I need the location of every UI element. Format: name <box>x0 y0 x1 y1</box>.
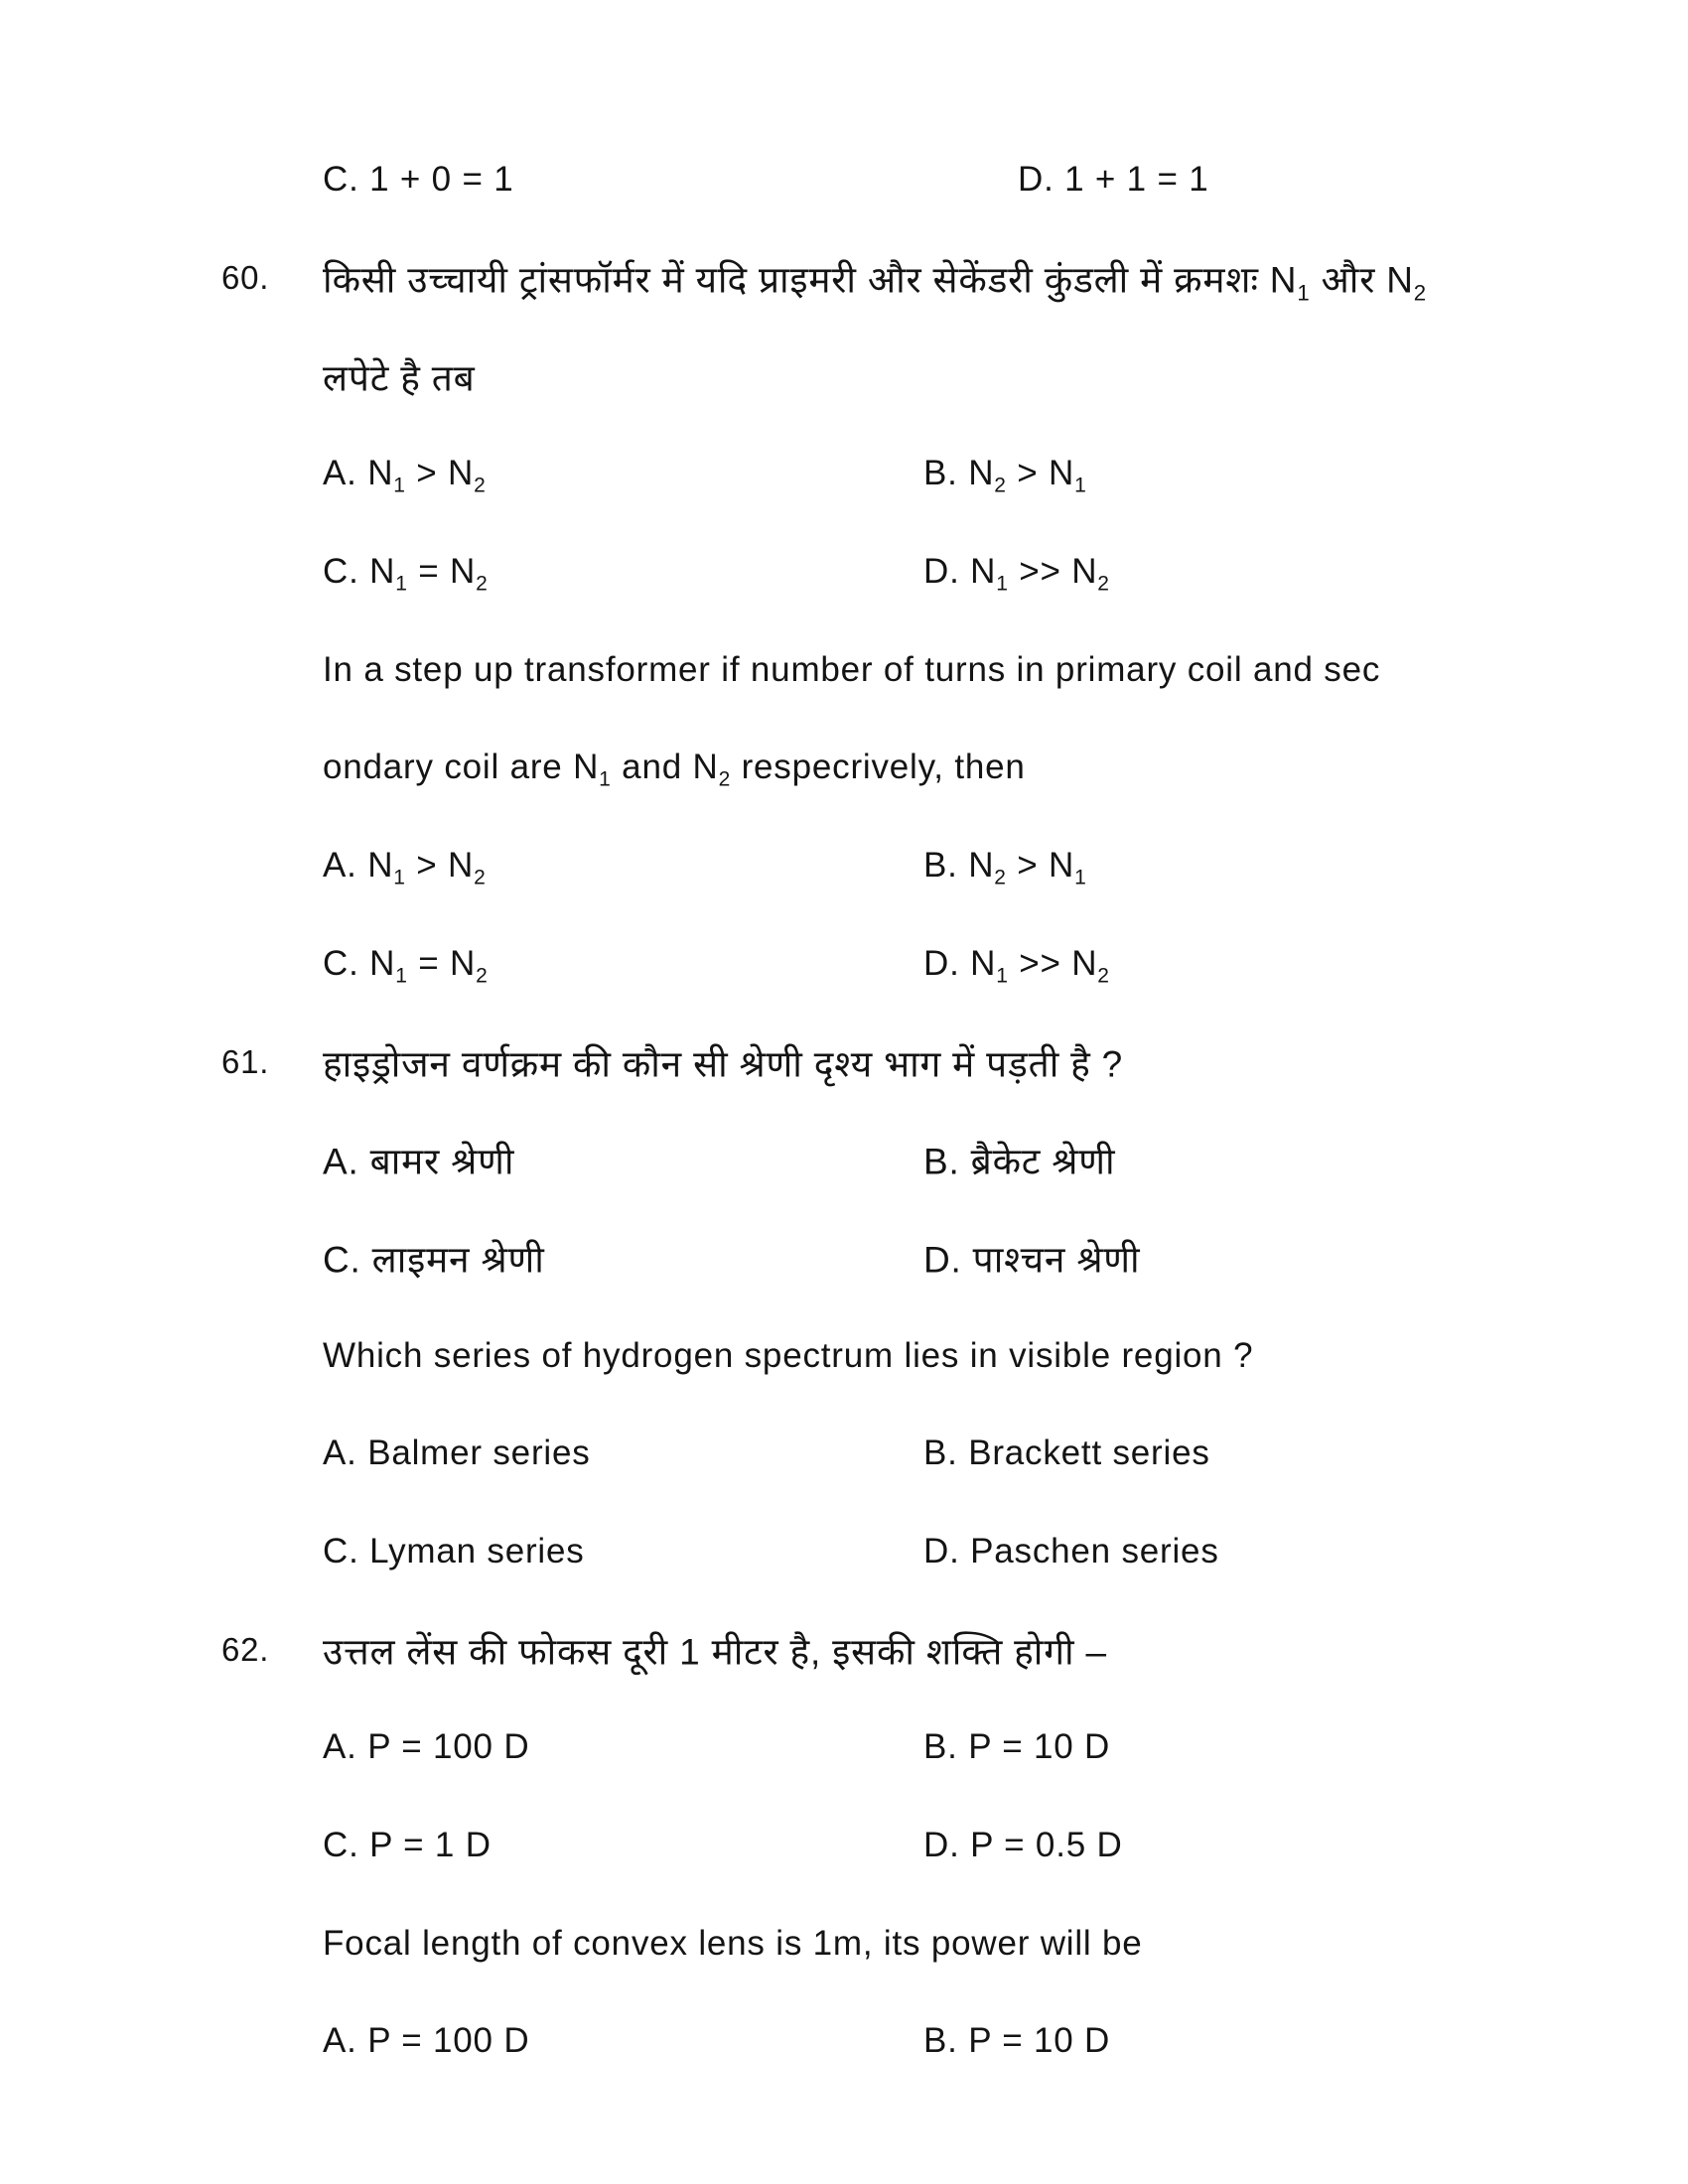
option-b: B. P = 10 D <box>923 2021 1111 2061</box>
question-text-hindi: किसी उच्चायी ट्रांसफॉर्मर में यदि प्राइमरी और सेकेंडरी कुंडली में क्रमशः $N_1$ और $N_2$ <box>323 259 1427 306</box>
option-b: B. P = 10 D <box>923 1727 1111 1767</box>
option-c: C. 1 + 0 = 1 <box>323 160 514 200</box>
question-text-english: ondary coil are $N_1$ and $N_2$ respecrively, then <box>323 748 1026 791</box>
question-61-hindi-options-ab <box>0 1111 1688 1209</box>
option-b: B. ब्रैकेट श्रेणी <box>923 1141 1116 1182</box>
option-d: D. Paschen series <box>923 1531 1219 1570</box>
question-text-hindi: लपेटे है तब <box>323 357 476 399</box>
question-62-english-options-ab <box>0 1992 1688 2091</box>
question-61-english-options-cd <box>0 1503 1688 1601</box>
question-61-english-options-ab <box>0 1405 1688 1503</box>
question-text-hindi: हाइड्रोजन वर्णक्रम की कौन सी श्रेणी दृश्य भाग में पड़ती है ? <box>323 1043 1124 1085</box>
option-c: C. P = 1 D <box>323 1826 492 1865</box>
question-61-hindi-line <box>0 1013 1688 1111</box>
question-62-english-line <box>0 1894 1688 1992</box>
carryover-options-row <box>0 131 1688 229</box>
question-62-hindi-options-cd <box>0 1797 1688 1895</box>
question-60-english-line-1 <box>0 620 1688 719</box>
option-a: A. P = 100 D <box>323 1727 530 1767</box>
option-d: D. पाश्चन श्रेणी <box>923 1239 1141 1281</box>
option-c: C. $N_1 = N_2$ <box>323 943 489 988</box>
question-60-english-options-ab <box>0 817 1688 915</box>
option-b: B. Brackett series <box>923 1433 1210 1473</box>
option-c: C. लाइमन श्रेणी <box>323 1239 545 1281</box>
option-d: D. 1 + 1 = 1 <box>1018 160 1209 200</box>
question-60-hindi-line-2 <box>0 327 1688 425</box>
question-60-hindi-options-cd <box>0 523 1688 621</box>
option-a: A. P = 100 D <box>323 2021 530 2061</box>
question-number: 60. <box>221 259 270 297</box>
question-60-english-line-2 <box>0 719 1688 817</box>
question-number: 61. <box>221 1042 270 1080</box>
option-a: A. $N_1 > N_2$ <box>323 454 487 497</box>
option-a: A. Balmer series <box>323 1433 591 1473</box>
question-text-hindi: उत्तल लेंस की फोकस दूरी 1 मीटर है, इसकी शक्ति होगी – <box>323 1631 1107 1673</box>
question-60-english-options-cd <box>0 915 1688 1014</box>
option-d: D. $N_1 >> N_2$ <box>923 552 1110 596</box>
option-c: C. Lyman series <box>323 1531 585 1570</box>
question-60-hindi-line-1 <box>0 229 1688 328</box>
question-62-hindi-options-ab <box>0 1699 1688 1797</box>
question-number: 62. <box>221 1630 270 1668</box>
option-a: A. बामर श्रेणी <box>323 1141 515 1182</box>
question-text-english: Which series of hydrogen spectrum lies in visible region ? <box>323 1335 1254 1375</box>
question-text-english: In a step up transformer if number of turns in primary coil and sec <box>323 649 1381 689</box>
option-d: D. P = 0.5 D <box>923 1826 1123 1865</box>
option-b: B. $N_2 > N_1$ <box>923 454 1087 497</box>
question-61-hindi-options-cd <box>0 1209 1688 1307</box>
option-c: C. $N_1 = N_2$ <box>323 552 489 596</box>
question-62-hindi-line <box>0 1600 1688 1699</box>
option-b: B. $N_2 > N_1$ <box>923 846 1087 889</box>
option-d: D. $N_1 >> N_2$ <box>923 943 1110 988</box>
question-text-english: Focal length of convex lens is 1m, its power will be <box>323 1923 1143 1963</box>
question-61-english-line <box>0 1306 1688 1405</box>
option-a: A. $N_1 > N_2$ <box>323 846 487 889</box>
question-60-hindi-options-ab <box>0 425 1688 523</box>
